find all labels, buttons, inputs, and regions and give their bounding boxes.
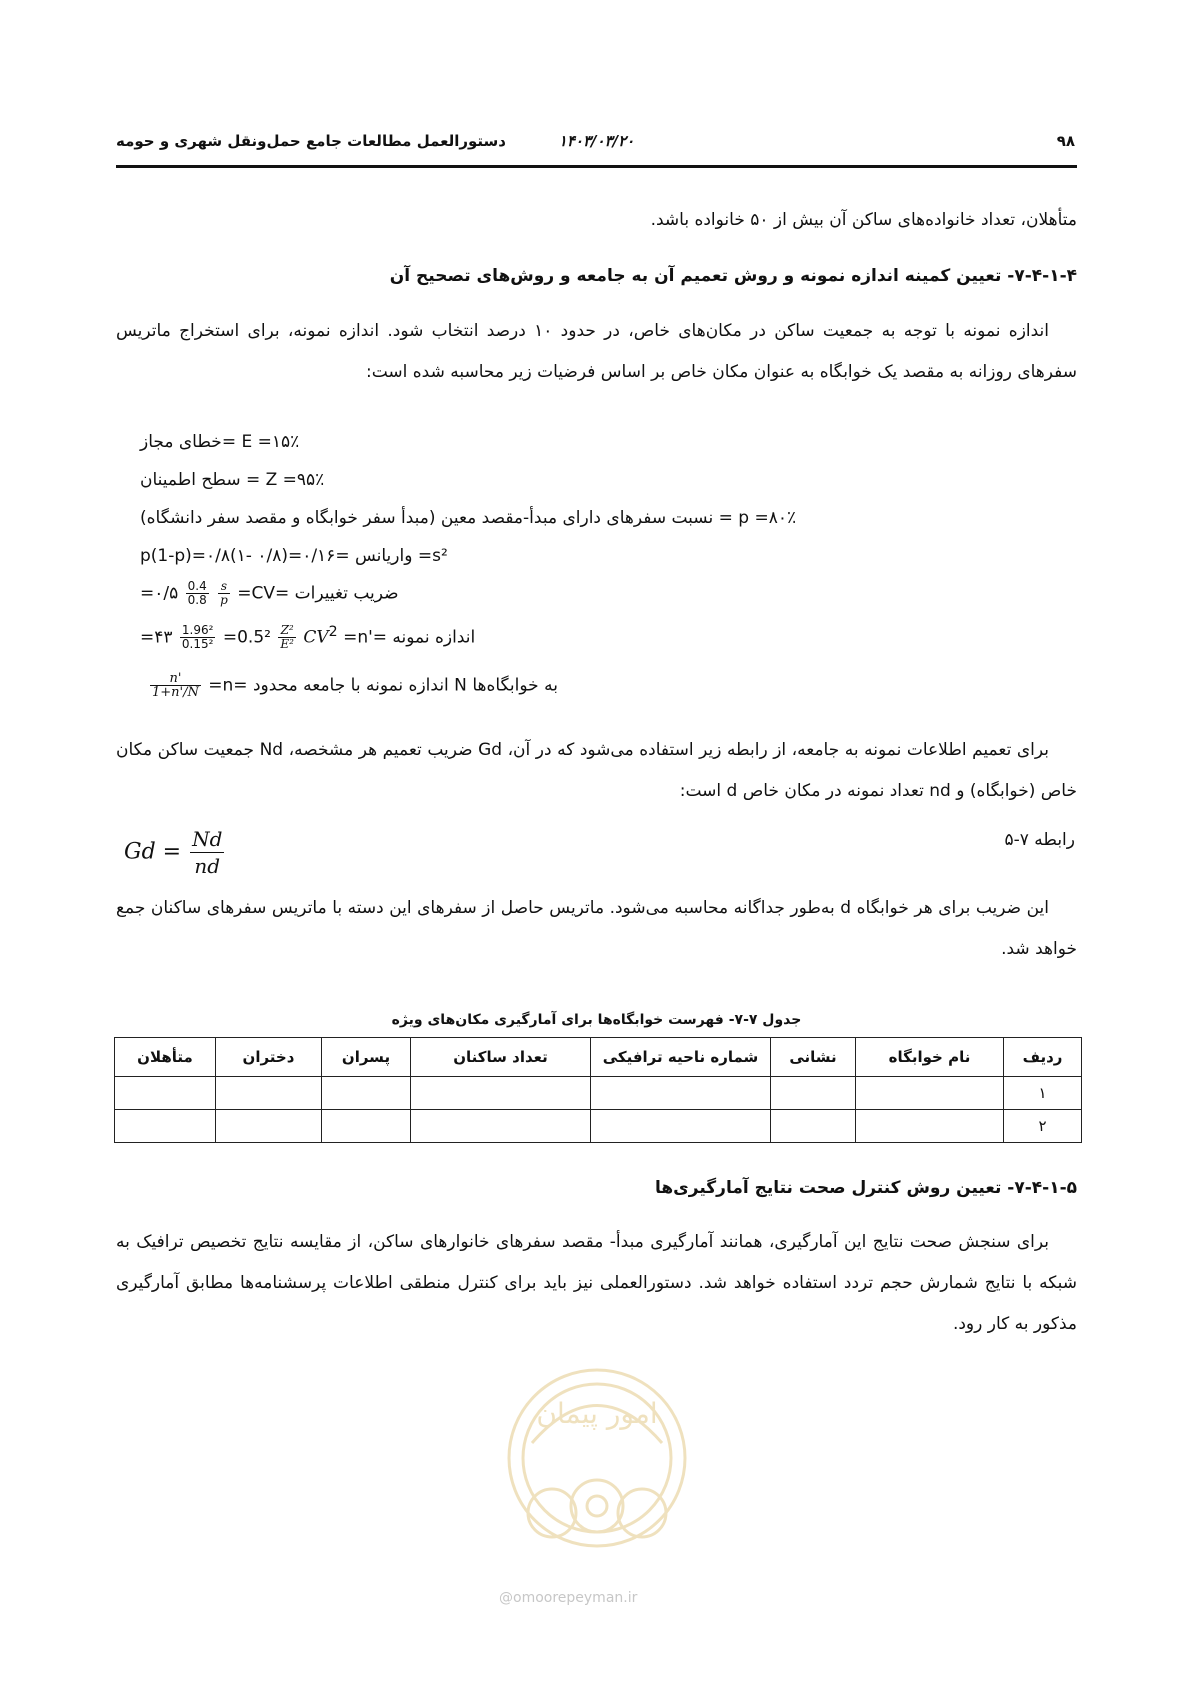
sample-n2-formula bbox=[148, 672, 558, 699]
section-heading-4: ۷-۴-۱-۴- تعیین کمینه اندازه نمونه و روش تعمیم آن به جامعه و روش‌های تصحیح آن bbox=[389, 266, 1077, 286]
sample-size-paragraph: اندازه نمونه با توجه به جمعیت ساکن در مکان‌های خاص، در حدود ۱۰ درصد انتخاب شود. اندازه نمونه، برای استخراج ماتریس سفرهای روزانه به مقصد یک خوابگاه به عنوان مکان خاص بر اساس فرضیات زیر محاسبه شده است: bbox=[116, 321, 1077, 382]
n2-fraction: $\frac{n'}{1+n'/N}$ bbox=[152, 671, 199, 700]
table-cell: ۱ bbox=[1004, 1077, 1082, 1110]
table-cell bbox=[771, 1110, 856, 1143]
cv-formula bbox=[140, 580, 399, 607]
watermark-url: @omoorepeyman.ir bbox=[499, 1590, 638, 1606]
n1-fraction-values: $\frac{\text{1.96²}}{\text{0.15²}}$ bbox=[181, 623, 214, 652]
table-cell bbox=[591, 1110, 771, 1143]
n1-cv: CV bbox=[303, 627, 329, 648]
coefficient-paragraph: این ضریب برای هر خوابگاه d به‌طور جداگانه محاسبه می‌شود. ماتریس حاصل از سفرهای این دسته با ماتریس سفرهای ساکنان جمع خواهد شد. bbox=[116, 898, 1077, 959]
cv-fraction-values: $\frac{0.4}{0.8}$ bbox=[187, 579, 207, 607]
table-cell bbox=[771, 1077, 856, 1110]
col-residents: تعداد ساکنان bbox=[411, 1038, 591, 1077]
table-row bbox=[115, 1110, 1082, 1143]
n1-label: اندازه نمونه bbox=[392, 627, 476, 648]
col-girls: دختران bbox=[216, 1038, 322, 1077]
intro-paragraph: متأهلان، تعداد خانواده‌های ساکن آن بیش از ۵۰ خانواده باشد. bbox=[650, 210, 1077, 230]
col-dorm-name: نام خوابگاه bbox=[856, 1038, 1004, 1077]
header-title: دستورالعمل مطالعات جامع حمل‌ونقل شهری و حومه bbox=[116, 132, 506, 150]
n1-mid: =0.5² bbox=[222, 627, 271, 648]
table-cell bbox=[322, 1077, 411, 1110]
table-cell bbox=[856, 1110, 1004, 1143]
n2-eq: =n= bbox=[208, 675, 248, 696]
col-address: نشانی bbox=[771, 1038, 856, 1077]
watermark-logo bbox=[492, 1348, 702, 1578]
page-header bbox=[116, 128, 1077, 162]
page-number: ۹۸ bbox=[1056, 132, 1075, 150]
table-cell bbox=[411, 1110, 591, 1143]
table-caption: جدول ۷-۷- فهرست خوابگاه‌ها برای آمارگیری مکان‌های ویژه bbox=[391, 1012, 802, 1028]
col-married: متأهلان bbox=[115, 1038, 216, 1077]
table-cell bbox=[216, 1077, 322, 1110]
table-cell bbox=[322, 1110, 411, 1143]
equation-lhs: Gd = bbox=[124, 839, 182, 865]
assumption-confidence: Z =۹۵٪ = سطح اطمینان bbox=[140, 470, 325, 490]
dormitory-table bbox=[114, 1037, 1082, 1143]
n1-fraction-ze: $\frac{\text{Z²}}{\text{E²}}$ bbox=[280, 623, 294, 652]
table-cell: ۲ bbox=[1004, 1110, 1082, 1143]
table-cell bbox=[856, 1077, 1004, 1110]
cv-label: ضریب تغییرات bbox=[294, 583, 399, 604]
table-cell bbox=[216, 1110, 322, 1143]
equation-label: رابطه ۷-۵ bbox=[1004, 830, 1075, 850]
table-row bbox=[115, 1077, 1082, 1110]
assumption-variance: s²= واریانس =p(1-p)=۰/۸(۱- ۰/۸)=۰/۱۶ bbox=[140, 546, 448, 566]
sample-n1-formula bbox=[140, 624, 475, 651]
col-boys: پسران bbox=[322, 1038, 411, 1077]
cv-fraction-symbols: $\frac{s}{p}$ bbox=[220, 579, 228, 607]
header-divider bbox=[116, 165, 1077, 168]
n1-eq: =n'= bbox=[343, 627, 388, 648]
control-paragraph: برای سنجش صحت نتایج این آمارگیری، همانند آمارگیری مبدأ- مقصد سفرهای خانوارهای ساکن، از مقایسه نتایج تخصیص ترافیک به شبکه با نتایج شمارش حجم تردد استفاده خواهد شد. دستورالعملی نیز باید برای کنترل منطقی اطلاعات پرسشنامه‌ها مطابق آمارگیری مذکور به کار رود. bbox=[116, 1232, 1077, 1334]
cv-eq: =CV= bbox=[237, 583, 290, 604]
n2-label: اندازه نمونه با جامعه محدود N به خوابگاه‌ها bbox=[252, 675, 558, 696]
assumption-proportion: p =۸۰٪ = نسبت سفرهای دارای مبدأ-مقصد معین (مبدأ سفر خوابگاه و مقصد سفر دانشگاه) bbox=[140, 508, 797, 528]
col-traffic-zone: شماره ناحیه ترافیکی bbox=[591, 1038, 771, 1077]
cv-result: =۰/۵ bbox=[140, 583, 179, 604]
watermark-logo-text: امور پیمان bbox=[536, 1397, 658, 1430]
header-date: ۱۴۰۳/۰۳/۲۰ bbox=[558, 132, 635, 150]
col-row: ردیف bbox=[1004, 1038, 1082, 1077]
table-cell bbox=[591, 1077, 771, 1110]
n1-cv-power: 2 bbox=[328, 624, 338, 640]
assumption-error: E =۱۵٪ =خطای مجاز bbox=[140, 432, 300, 452]
section-heading-5: ۷-۴-۱-۵- تعیین روش کنترل صحت نتایج آمارگیری‌ها bbox=[655, 1178, 1077, 1198]
n1-result: =۴۳ bbox=[140, 627, 173, 648]
table-cell bbox=[411, 1077, 591, 1110]
table-header-row bbox=[115, 1038, 1082, 1077]
generalization-paragraph: برای تعمیم اطلاعات نمونه به جامعه، از رابطه زیر استفاده می‌شود که در آن، Gd ضریب تعمیم هر مشخصه، Nd جمعیت ساکن مکان خاص (خوابگاه) و nd تعداد نمونه در مکان خاص d است: bbox=[116, 740, 1077, 801]
table-cell bbox=[115, 1077, 216, 1110]
equation-gd bbox=[124, 826, 226, 879]
table-cell bbox=[115, 1110, 216, 1143]
equation-fraction: $\frac{Nd}{nd}$ bbox=[192, 827, 223, 878]
